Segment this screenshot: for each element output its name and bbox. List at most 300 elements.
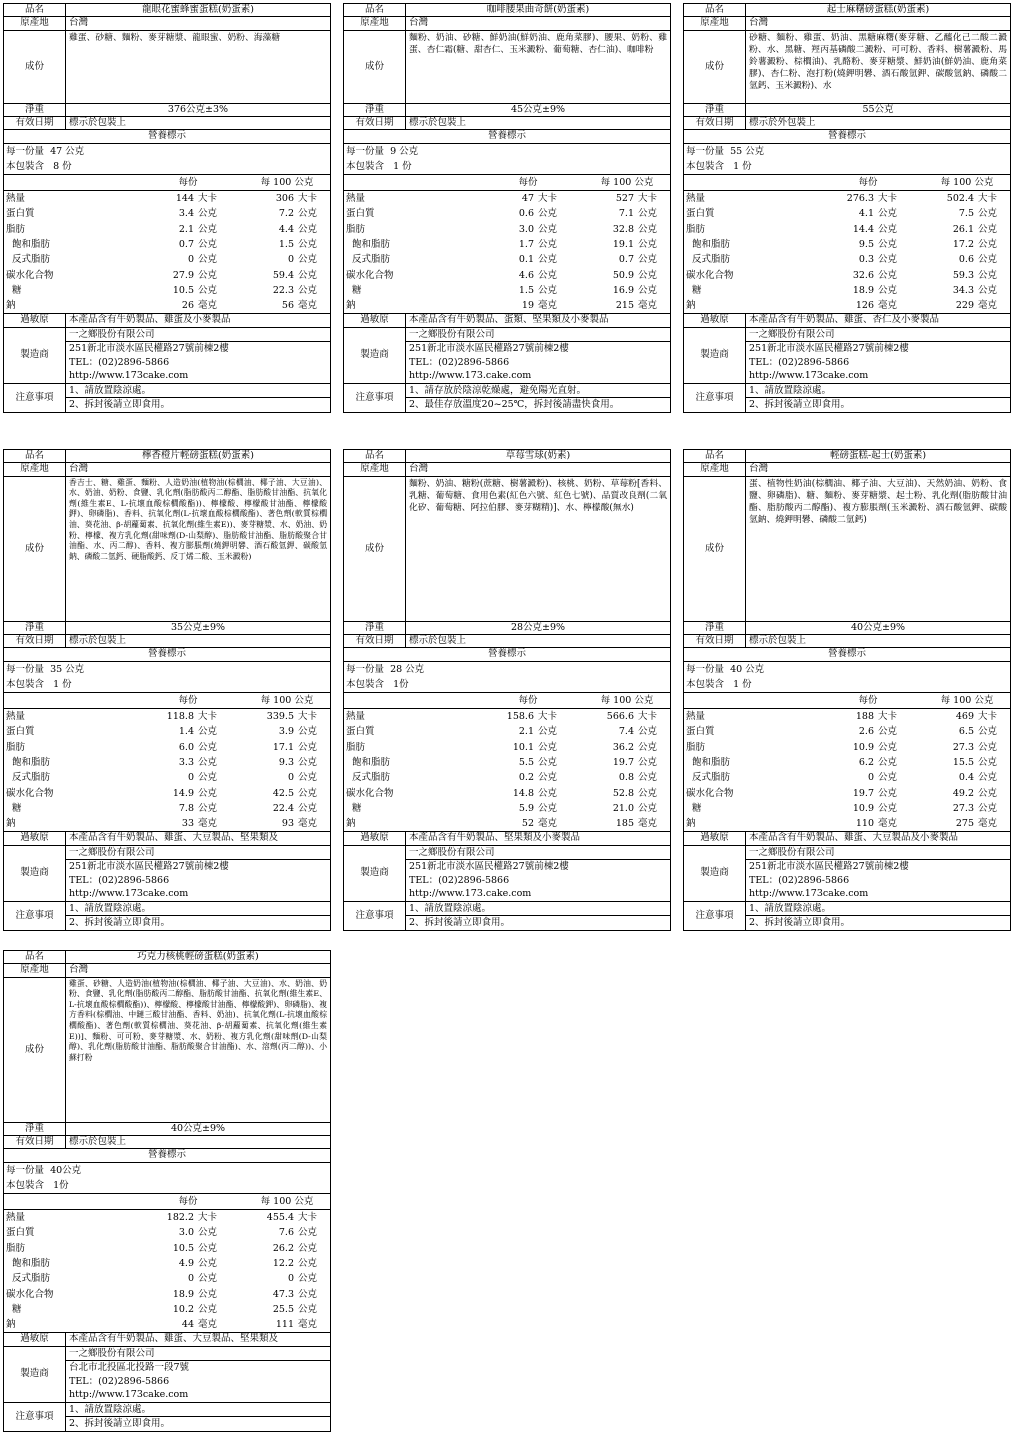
unit: 公克	[638, 284, 658, 296]
maker-row	[344, 846, 670, 902]
maker-url[interactable]: http://www.173.cake.com	[409, 888, 532, 900]
unit: 大卡	[638, 711, 658, 723]
energy-row	[4, 1210, 330, 1226]
col-per-serving: 每份	[812, 693, 924, 709]
unit: 公克	[538, 208, 558, 220]
origin-value: 台灣	[69, 964, 89, 976]
serving-size-key: 每一份量	[686, 145, 725, 157]
sugar-row	[4, 283, 330, 298]
sodium-100g: 275	[955, 818, 974, 830]
trans-fat-serving: 0	[187, 254, 194, 266]
sugar-key: 糖	[352, 284, 362, 296]
unit: 公克	[878, 284, 898, 296]
notice-item: 1、請放置陰涼處。	[409, 902, 492, 914]
expiry-row	[684, 117, 1010, 130]
sugar-row	[4, 801, 330, 816]
name-key: 品名	[4, 951, 66, 963]
energy-row	[4, 709, 330, 725]
notice-item: 1、請存放於陰涼乾燥處，避免陽光直射。	[409, 384, 587, 396]
carbs-100g: 52.8	[612, 787, 634, 799]
carbs-serving: 4.6	[518, 269, 534, 281]
trans-fat-row	[4, 252, 330, 267]
unit: 毫克	[298, 1319, 318, 1331]
maker-phone: TEL：(02)2896-5866	[749, 874, 850, 886]
sugar-100g: 16.9	[612, 284, 634, 296]
nutrition-label-3	[683, 3, 1011, 413]
unit: 公克	[978, 269, 998, 281]
col-per-100g: 每 100 公克	[584, 175, 670, 191]
sodium-100g: 185	[615, 818, 634, 830]
nutrition-header: 營養標示	[344, 130, 670, 143]
nutrition-label-4	[3, 449, 331, 931]
product-name-row	[4, 450, 330, 463]
energy-serving: 182.2	[166, 1212, 194, 1224]
sodium-100g: 93	[281, 818, 294, 830]
sat-fat-row	[4, 1256, 330, 1271]
unit: 公克	[878, 726, 898, 738]
unit: 公克	[298, 726, 318, 738]
expiry-value: 標示於包裝上	[69, 117, 127, 129]
trans-fat-serving: 0	[187, 1273, 194, 1285]
ingredients-value: 雞蛋、砂糖、麵粉、麥芽糖漿、龍眼蜜、奶粉、海藻糖	[69, 32, 281, 43]
servings-value: 1 份	[733, 160, 752, 172]
unit: 公克	[538, 239, 558, 251]
sugar-serving: 18.9	[852, 284, 874, 296]
maker-url[interactable]: http://www.173cake.com	[749, 888, 869, 900]
net-weight-key: 淨重	[4, 1123, 66, 1135]
expiry-key: 有效日期	[4, 1136, 66, 1148]
unit: 公克	[198, 741, 218, 753]
name-key: 品名	[684, 4, 746, 16]
maker-company: 一之鄉股份有限公司	[66, 328, 330, 343]
origin-row	[344, 463, 670, 476]
col-per-serving: 每份	[472, 175, 584, 191]
serving-size-line	[346, 144, 668, 159]
notice-item: 2、拆封後請立即食用。	[66, 1416, 330, 1431]
allergen-value: 本產品含有牛奶製品、雞蛋及小麥製品	[69, 314, 231, 326]
unit: 公克	[298, 1242, 318, 1254]
protein-key: 蛋白質	[346, 726, 375, 738]
unit: 公克	[978, 772, 998, 784]
ingredients-value: 蛋、植物性奶油(棕櫚油、椰子油、大豆油)、天然奶油、奶粉、食鹽、卵磷脂)、糖、麵粉、麥芽糖漿、起士粉、乳化劑(脂肪酸甘油酯、脂肪酸丙二醇酯)、複方膨脹劑(玉米澱粉、酒石酸氫鉀、碳酸氫鈉、燒鉀明礬、磷酸二氫鈣)	[749, 478, 1007, 526]
unit: 毫克	[878, 818, 898, 830]
sugar-serving: 10.2	[172, 1303, 194, 1315]
maker-key: 製造商	[4, 328, 66, 383]
trans-fat-100g: 0.7	[618, 254, 634, 266]
unit: 公克	[198, 1303, 218, 1315]
unit: 公克	[638, 772, 658, 784]
energy-serving: 188	[855, 711, 874, 723]
carbs-serving: 19.7	[852, 787, 874, 799]
unit: 公克	[298, 802, 318, 814]
serving-size-key: 每一份量	[6, 145, 45, 157]
protein-row	[4, 1225, 330, 1240]
unit: 公克	[878, 254, 898, 266]
nutrition-header: 營養標示	[4, 1149, 330, 1162]
maker-company: 一之鄉股份有限公司	[406, 846, 670, 861]
energy-100g: 306	[275, 193, 294, 205]
unit: 公克	[198, 726, 218, 738]
expiry-key: 有效日期	[344, 635, 406, 647]
sat-fat-key: 飽和脂肪	[12, 757, 51, 769]
nutrition-table	[4, 693, 330, 833]
maker-value	[66, 328, 330, 383]
unit: 公克	[298, 772, 318, 784]
unit: 公克	[878, 239, 898, 251]
origin-row	[4, 463, 330, 476]
fat-row	[4, 1241, 330, 1256]
unit: 公克	[198, 787, 218, 799]
trans-fat-serving: 0	[187, 772, 194, 784]
trans-fat-100g: 0	[287, 772, 294, 784]
carbs-key: 碳水化合物	[6, 787, 54, 799]
unit: 大卡	[978, 711, 998, 723]
energy-row	[684, 709, 1010, 725]
trans-fat-key: 反式脂肪	[12, 1273, 51, 1285]
unit: 公克	[878, 741, 898, 753]
maker-company: 一之鄉股份有限公司	[746, 846, 1010, 861]
product-name-row	[4, 951, 330, 964]
maker-url[interactable]: http://www.173cake.com	[69, 1389, 189, 1401]
trans-fat-key: 反式脂肪	[692, 254, 731, 266]
sugar-key: 糖	[12, 284, 22, 296]
unit: 公克	[198, 208, 218, 220]
maker-key: 製造商	[684, 846, 746, 901]
sat-fat-100g: 19.1	[612, 239, 634, 251]
sodium-serving: 52	[521, 818, 534, 830]
product-name: 龍眼花蜜蜂蜜蛋糕(奶蛋素)	[142, 4, 254, 15]
col-per-serving: 每份	[132, 693, 244, 709]
protein-serving: 3.0	[178, 1227, 194, 1239]
maker-url[interactable]: http://www.173cake.com	[69, 888, 189, 900]
sodium-row	[344, 816, 670, 832]
sugar-row	[4, 1302, 330, 1317]
unit: 公克	[298, 757, 318, 769]
unit: 大卡	[878, 193, 898, 205]
unit: 公克	[538, 726, 558, 738]
unit: 公克	[198, 802, 218, 814]
product-name: 輕磅蛋糕-起士(奶蛋素)	[829, 450, 927, 461]
notice-row	[344, 384, 670, 412]
servings-value: 1份	[393, 678, 409, 690]
protein-100g: 3.9	[278, 726, 294, 738]
serving-size-key: 每一份量	[6, 663, 45, 675]
protein-row	[684, 724, 1010, 739]
energy-serving: 47	[521, 193, 534, 205]
trans-fat-100g: 0	[287, 1273, 294, 1285]
sat-fat-key: 飽和脂肪	[692, 757, 731, 769]
carbs-row	[4, 268, 330, 283]
origin-value: 台灣	[409, 17, 429, 29]
unit: 公克	[298, 223, 318, 235]
unit: 公克	[298, 269, 318, 281]
maker-url[interactable]: http://www.173.cake.com	[409, 370, 532, 382]
net-weight-value: 40公克±9%	[850, 621, 906, 633]
notice-item: 1、請放置陰涼處。	[69, 384, 152, 396]
sugar-serving: 5.9	[518, 802, 534, 814]
notice-key: 注意事項	[344, 902, 406, 930]
col-per-serving: 每份	[132, 175, 244, 191]
trans-fat-key: 反式脂肪	[692, 772, 731, 784]
name-key: 品名	[684, 450, 746, 462]
origin-row	[344, 17, 670, 30]
sugar-serving: 10.5	[172, 284, 194, 296]
protein-serving: 1.4	[178, 726, 194, 738]
sodium-key: 鈉	[346, 300, 356, 312]
serving-size-line	[686, 662, 1008, 677]
notice-item: 1、請放置陰涼處。	[749, 384, 832, 396]
carbs-100g: 49.2	[952, 787, 974, 799]
unit: 公克	[978, 284, 998, 296]
trans-fat-row	[4, 770, 330, 785]
unit: 公克	[298, 239, 318, 251]
notice-item: 2、拆封後請立即食用。	[406, 915, 670, 930]
ingredients-value: 香吉士、糖、雞蛋、麵粉、人造奶油(植物油(棕櫚油、椰子油、大豆油)、水、奶油、奶粉、食鹽、乳化劑(脂肪酸丙二醇酯、脂肪酸甘油酯、抗氧化劑(維生素E、L-抗壞血酸棕櫚酸酯))、檸檬酸、檸檬酸甘油酯、檸檬酸鉀)、卵磷脂)、香料、抗氧化劑(L-抗壞血酸棕櫚酸酯)、著色劑(軟質棕櫚油、葵花油、β-胡蘿蔔素、抗氧化劑(維生素E))、麥芽糖漿、水、奶油、奶粉、檸檬、複方乳化劑(甜味劑(D-山梨醇)、脂肪酸甘油酯、脂肪酸聚合甘油酯、水、丙二醇)、香料、複方膨脹劑(燒鉀明礬、酒石酸氫鉀、碳酸氫鈉、磷酸二氫鈣、硬脂酸鈣、反丁烯二酸、玉米澱粉)	[69, 477, 327, 561]
carbs-100g: 59.4	[272, 269, 294, 281]
energy-key: 熱量	[6, 193, 26, 205]
servings-line	[686, 159, 1008, 174]
fat-row	[4, 222, 330, 237]
product-name-row	[684, 450, 1010, 463]
energy-key: 熱量	[346, 711, 366, 723]
servings-line	[346, 159, 668, 174]
unit: 公克	[538, 269, 558, 281]
expiry-row	[4, 117, 330, 130]
serving-info	[4, 662, 330, 693]
servings-key: 本包裝含	[6, 678, 45, 690]
origin-key: 原產地	[684, 463, 746, 475]
maker-row	[4, 1347, 330, 1403]
servings-key: 本包裝含	[686, 160, 725, 172]
unit: 公克	[978, 254, 998, 266]
sugar-row	[344, 283, 670, 298]
protein-100g: 6.5	[958, 726, 974, 738]
unit: 公克	[978, 208, 998, 220]
servings-line	[6, 677, 328, 692]
unit: 公克	[638, 726, 658, 738]
allergen-value: 本產品含有牛奶製品、雞蛋、杏仁及小麥製品	[749, 314, 940, 326]
trans-fat-serving: 0.2	[518, 772, 534, 784]
unit: 公克	[978, 239, 998, 251]
notice-key: 注意事項	[684, 384, 746, 412]
fat-100g: 36.2	[612, 741, 634, 753]
serving-info	[344, 662, 670, 693]
expiry-key: 有效日期	[4, 117, 66, 129]
fat-row	[344, 740, 670, 755]
net-weight-row	[4, 104, 330, 117]
ingredients-key: 成份	[4, 978, 66, 1122]
maker-value	[746, 846, 1010, 901]
carbs-row	[684, 268, 1010, 283]
protein-row	[684, 206, 1010, 221]
sugar-row	[344, 801, 670, 816]
fat-serving: 10.5	[172, 1242, 194, 1254]
carbs-serving: 27.9	[172, 269, 194, 281]
origin-value: 台灣	[69, 17, 89, 29]
unit: 公克	[978, 726, 998, 738]
sodium-key: 鈉	[686, 300, 696, 312]
unit: 公克	[978, 757, 998, 769]
unit: 大卡	[298, 711, 318, 723]
unit: 公克	[538, 787, 558, 799]
sat-fat-serving: 1.7	[518, 239, 534, 251]
unit: 公克	[638, 223, 658, 235]
protein-100g: 7.6	[278, 1227, 294, 1239]
sodium-serving: 33	[181, 818, 194, 830]
maker-company: 一之鄉股份有限公司	[746, 328, 1010, 343]
servings-key: 本包裝含	[346, 160, 385, 172]
sat-fat-100g: 19.7	[612, 757, 634, 769]
carbs-100g: 47.3	[272, 1288, 294, 1300]
origin-value: 台灣	[749, 17, 769, 29]
unit: 大卡	[198, 1212, 218, 1224]
sugar-serving: 10.9	[852, 802, 874, 814]
serving-size-value: 47 公克	[50, 145, 85, 157]
trans-fat-100g: 0.8	[618, 772, 634, 784]
carbs-row	[684, 786, 1010, 801]
trans-fat-row	[684, 252, 1010, 267]
allergen-value: 本產品含有牛奶製品、堅果類及小麥製品	[409, 832, 581, 844]
sugar-100g: 22.3	[272, 284, 294, 296]
origin-value: 台灣	[749, 463, 769, 475]
ingredients-row	[4, 978, 330, 1123]
allergen-key: 過敏原	[4, 832, 66, 844]
unit: 毫克	[198, 300, 218, 312]
unit: 公克	[298, 1227, 318, 1239]
allergen-key: 過敏原	[4, 1333, 66, 1345]
notice-value	[746, 384, 1010, 412]
protein-serving: 3.4	[178, 208, 194, 220]
sugar-key: 糖	[352, 802, 362, 814]
fat-key: 脂肪	[346, 741, 366, 753]
notice-key: 注意事項	[344, 384, 406, 412]
nutrition-label-5	[343, 449, 671, 931]
maker-address: 251新北市淡水區民權路27號前棟2樓	[409, 861, 569, 873]
trans-fat-row	[344, 252, 670, 267]
maker-key: 製造商	[344, 328, 406, 383]
servings-line	[686, 677, 1008, 692]
expiry-value: 標示於包裝上	[69, 1136, 127, 1148]
notice-row	[684, 384, 1010, 412]
net-weight-key: 淨重	[344, 622, 406, 634]
fat-key: 脂肪	[686, 741, 706, 753]
nutrition-label-7	[3, 950, 331, 1432]
energy-key: 熱量	[686, 193, 706, 205]
unit: 公克	[198, 772, 218, 784]
fat-key: 脂肪	[6, 741, 26, 753]
product-name-row	[684, 4, 1010, 17]
carbs-serving: 32.6	[852, 269, 874, 281]
carbs-key: 碳水化合物	[346, 269, 394, 281]
unit: 公克	[978, 741, 998, 753]
maker-phone: TEL：(02)2896-5866	[69, 356, 170, 368]
serving-size-value: 28 公克	[390, 663, 425, 675]
fat-row	[344, 222, 670, 237]
expiry-value: 標示於包裝上	[409, 635, 467, 647]
protein-100g: 7.4	[618, 726, 634, 738]
col-per-100g: 每 100 公克	[244, 1194, 330, 1210]
net-weight-value: 40公克±9%	[170, 1122, 226, 1134]
unit: 公克	[538, 223, 558, 235]
sat-fat-key: 飽和脂肪	[352, 757, 391, 769]
nutrition-table	[344, 693, 670, 833]
carbs-row	[344, 786, 670, 801]
maker-url[interactable]: http://www.173cake.com	[69, 370, 189, 382]
unit: 毫克	[298, 300, 318, 312]
carbs-100g: 50.9	[612, 269, 634, 281]
energy-row	[684, 191, 1010, 207]
fat-serving: 2.1	[178, 223, 194, 235]
unit: 公克	[298, 254, 318, 266]
maker-url[interactable]: http://www.173cake.com	[749, 370, 869, 382]
sat-fat-row	[344, 755, 670, 770]
col-per-100g: 每 100 公克	[924, 693, 1010, 709]
net-weight-value: 28公克±9%	[510, 621, 566, 633]
serving-size-value: 9 公克	[390, 145, 419, 157]
servings-line	[346, 677, 668, 692]
maker-address: 251新北市淡水區民權路27號前棟2樓	[409, 343, 569, 355]
col-per-serving: 每份	[812, 175, 924, 191]
expiry-row	[4, 635, 330, 648]
energy-100g: 502.4	[946, 193, 974, 205]
energy-serving: 144	[175, 193, 194, 205]
product-name: 草莓雪球(奶素)	[505, 450, 571, 461]
allergen-key: 過敏原	[684, 832, 746, 844]
energy-row	[344, 191, 670, 207]
unit: 公克	[978, 787, 998, 799]
col-per-100g: 每 100 公克	[244, 175, 330, 191]
expiry-key: 有效日期	[684, 635, 746, 647]
fat-row	[684, 740, 1010, 755]
unit: 毫克	[198, 818, 218, 830]
name-key: 品名	[344, 4, 406, 16]
nutrition-table	[684, 693, 1010, 833]
origin-row	[684, 463, 1010, 476]
unit: 公克	[298, 1273, 318, 1285]
sodium-100g: 215	[615, 300, 634, 312]
notice-key: 注意事項	[684, 902, 746, 930]
ingredients-key: 成份	[4, 31, 66, 103]
col-per-100g: 每 100 公克	[584, 693, 670, 709]
sat-fat-row	[684, 755, 1010, 770]
protein-key: 蛋白質	[346, 208, 375, 220]
maker-company: 一之鄉股份有限公司	[66, 846, 330, 861]
unit: 公克	[538, 802, 558, 814]
nutrition-header: 營養標示	[4, 130, 330, 143]
trans-fat-key: 反式脂肪	[12, 254, 51, 266]
unit: 大卡	[298, 1212, 318, 1224]
maker-value	[406, 846, 670, 901]
nutrition-table	[344, 175, 670, 315]
fat-100g: 17.1	[272, 741, 294, 753]
fat-key: 脂肪	[6, 1242, 26, 1254]
unit: 毫克	[978, 300, 998, 312]
maker-row	[684, 846, 1010, 902]
maker-key: 製造商	[4, 846, 66, 901]
sugar-key: 糖	[692, 802, 702, 814]
nutrition-header: 營養標示	[684, 130, 1010, 143]
net-weight-key: 淨重	[4, 104, 66, 116]
unit: 毫克	[878, 300, 898, 312]
unit: 公克	[298, 1288, 318, 1300]
ingredients-row	[344, 31, 670, 104]
sodium-key: 鈉	[346, 818, 356, 830]
energy-key: 熱量	[686, 711, 706, 723]
unit: 公克	[198, 223, 218, 235]
sat-fat-100g: 17.2	[952, 239, 974, 251]
servings-value: 1份	[53, 1179, 69, 1191]
sodium-100g: 56	[281, 300, 294, 312]
